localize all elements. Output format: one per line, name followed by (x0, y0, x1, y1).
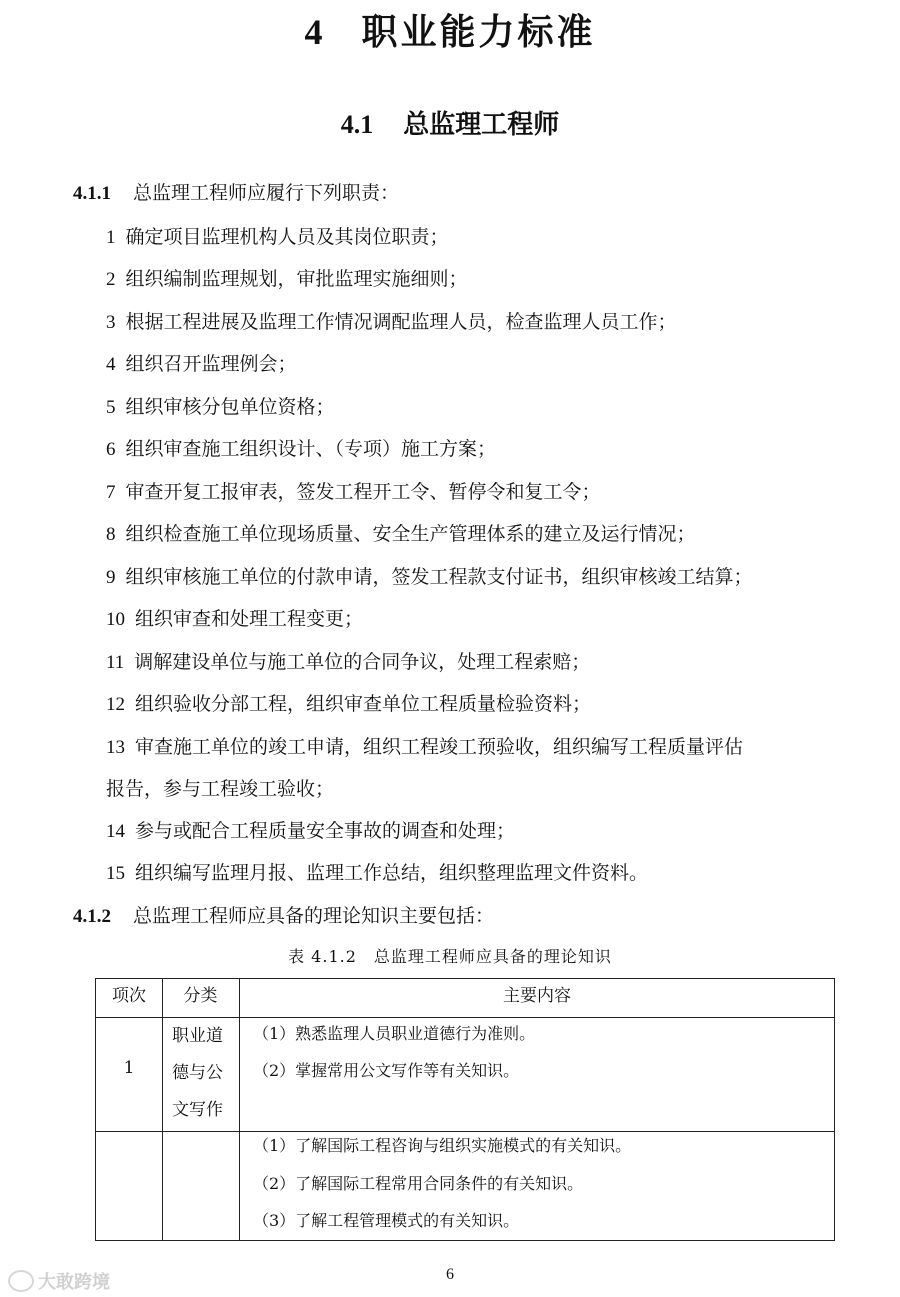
duty-text: 调解建设单位与施工单位的合同争议，处理工程索赔； (134, 651, 591, 673)
clause-4-1-1 (73, 179, 399, 208)
clause-text: 总监理工程师应具备的理论知识主要包括： (133, 905, 495, 927)
duty-text: 组织审核施工单位的付款申请，签发工程款支付证书，组织审核竣工结算； (125, 566, 753, 588)
watermark-text: 大敢跨境 (38, 1272, 110, 1293)
duty-item (106, 859, 648, 888)
duty-text: 根据工程进展及监理工作情况调配监理人员，检查监理人员工作； (125, 311, 677, 333)
section-title-text: 总监理工程师 (403, 110, 560, 140)
duty-text: 组织审核分包单位资格； (125, 396, 335, 418)
chapter-title-text: 职业能力标准 (361, 12, 596, 53)
table-cell-content-line: （2）了解国际工程常用合同条件的有关知识。 (253, 1174, 584, 1193)
duty-number: 11 (106, 652, 125, 673)
duty-item (106, 478, 601, 507)
duty-number: 1 (106, 227, 116, 248)
duty-text: 组织验收分部工程，组织审查单位工程质量检验资料； (135, 693, 592, 715)
duty-text: 组织审查和处理工程变更； (135, 608, 364, 630)
duty-text: 组织召开监理例会； (125, 353, 297, 375)
table-cell-content-line: （1）了解国际工程咨询与组织实施模式的有关知识。 (253, 1136, 632, 1155)
table-cell-index: 1 (123, 1058, 135, 1078)
duty-number: 13 (106, 737, 125, 758)
duty-text: 组织编写监理月报、监理工作总结，组织整理监理文件资料。 (135, 862, 649, 884)
duty-number: 8 (106, 524, 116, 545)
duty-text: 组织审查施工组织设计、（专项）施工方案； (125, 438, 497, 460)
page-number: 6 (446, 1266, 454, 1283)
duty-item (106, 605, 363, 634)
duty-item (106, 520, 696, 549)
clause-number: 4.1.1 (73, 183, 111, 204)
duty-number: 3 (106, 312, 116, 333)
duty-number: 14 (106, 821, 125, 842)
duty-text: 参与或配合工程质量安全事故的调查和处理； (135, 820, 516, 842)
duty-text: 确定项目监理机构人员及其岗位职责； (125, 226, 449, 248)
table-column-divider (162, 979, 163, 1240)
section-title (0, 104, 900, 141)
duty-item (106, 648, 590, 677)
duty-item (106, 223, 449, 252)
duty-text: 审查施工单位的竣工申请，组织工程竣工预验收，组织编写工程质量评估 (135, 736, 744, 758)
duty-item (106, 817, 515, 846)
duty-number: 7 (106, 482, 116, 503)
duty-text: 审查开复工报审表，签发工程开工令、暂停令和复工令； (125, 481, 601, 503)
duty-text: 组织检查施工单位现场质量、安全生产管理体系的建立及运行情况； (125, 523, 696, 545)
duty-number: 12 (106, 694, 125, 715)
table-row-divider (96, 1017, 834, 1018)
duty-item (106, 435, 496, 464)
table-cell-content-line: （1）熟悉监理人员职业道德行为准则。 (253, 1024, 536, 1043)
duty-number: 2 (106, 269, 116, 290)
duty-item (106, 690, 591, 719)
clause-4-1-2 (73, 902, 494, 931)
table-header-content: 主要内容 (503, 986, 571, 1006)
duty-item (106, 563, 753, 592)
duty-number: 6 (106, 439, 116, 460)
duty-item (106, 733, 743, 762)
table-cell-category-line: 职业道 (172, 1026, 223, 1046)
table-column-divider (239, 979, 240, 1240)
duty-number: 15 (106, 863, 125, 884)
table-header-index: 项次 (112, 986, 146, 1006)
duty-number: 4 (106, 354, 116, 375)
duty-continuation: 报告，参与工程竣工验收； (106, 778, 335, 800)
duty-number: 10 (106, 609, 125, 630)
table-cell-category-line: 德与公 (172, 1063, 223, 1083)
watermark-logo-icon (8, 1270, 34, 1292)
clause-number: 4.1.2 (73, 906, 111, 927)
chapter-title (0, 4, 900, 55)
duty-item (106, 393, 335, 422)
table-row-divider (96, 1131, 834, 1132)
clause-text: 总监理工程师应履行下列职责： (133, 182, 400, 204)
duty-text: 组织编制监理规划，审批监理实施细则； (125, 268, 468, 290)
table-cell-category-line: 文写作 (172, 1100, 223, 1120)
table-cell-content-line: （2）掌握常用公文写作等有关知识。 (253, 1061, 520, 1080)
table-cell-content-line: （3）了解工程管理模式的有关知识。 (253, 1211, 520, 1230)
duty-number: 5 (106, 397, 116, 418)
knowledge-table (95, 978, 835, 1241)
duty-item (106, 308, 677, 337)
section-number: 4.1 (340, 110, 374, 139)
chapter-number: 4 (304, 12, 326, 52)
duty-item (106, 265, 468, 294)
duty-item (106, 350, 297, 379)
table-header-category: 分类 (183, 986, 218, 1006)
duty-number: 9 (106, 567, 116, 588)
watermark (8, 1268, 110, 1294)
table-caption: 表 4.1.2 总监理工程师应具备的理论知识 (288, 947, 612, 966)
